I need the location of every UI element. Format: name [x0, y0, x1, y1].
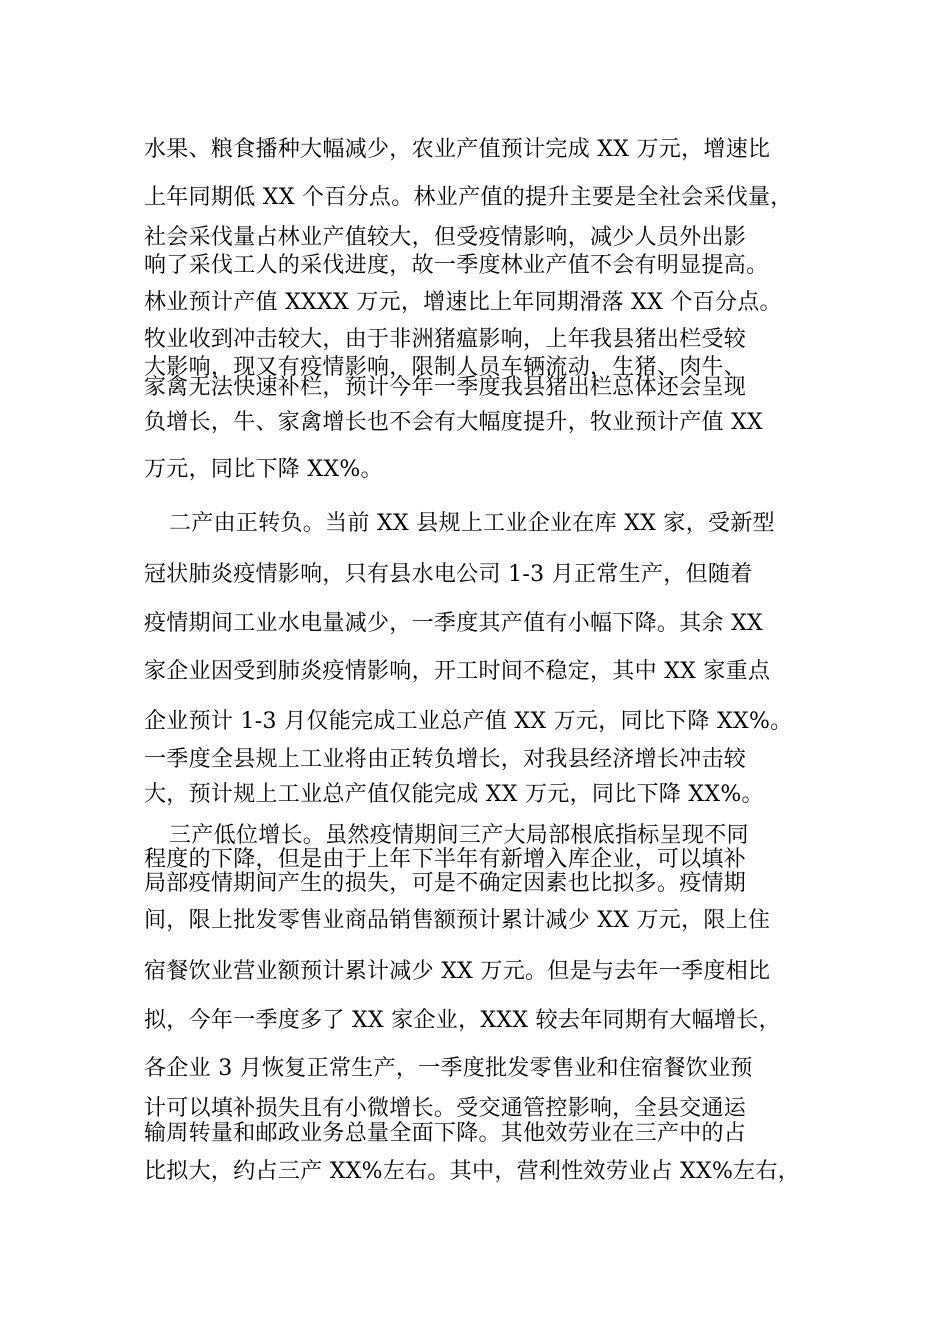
paragraph-start: 三产低位增长。虽然疫情期间三产大局部根底指标呈现不同	[169, 823, 749, 848]
text-line: 局部疫情期间产生的损失，可是不确定因素也比拟多。疫情期	[144, 871, 747, 896]
text-line: 负增长，牛、家禽增长也不会有大幅度提升，牧业预计产值 XX	[144, 410, 764, 435]
text-line: 林业预计产值 XXXX 万元，增速比上年同期滑落 XX 个百分点。	[144, 290, 782, 315]
text-line: 响了采伐工人的采伐进度，故一季度林业产值不会有明显提高。	[144, 253, 769, 278]
text-line: 企业预计 1-3 月仅能完成工业总产值 XX 万元，同比下降 XX%。	[144, 709, 793, 734]
paragraph-start: 二产由正转负。当前 XX 县规上工业企业在库 XX 家，受新型	[169, 511, 775, 536]
text-line: 万元，同比下降 XX%。	[144, 457, 383, 482]
text-line: 疫情期间工业水电量减少，一季度其产值有小幅下降。其余 XX	[144, 611, 764, 636]
text-line: 程度的下降，但是由于上年下半年有新增入库企业，可以填补	[144, 847, 747, 872]
text-line: 计可以填补损失且有小微增长。受交通管控影响，全县交通运	[144, 1096, 747, 1121]
text-line: 家企业因受到肺炎疫情影响，开工时间不稳定，其中 XX 家重点	[144, 659, 771, 684]
text-line: 间，限上批发零售业商品销售额预计累计减少 XX 万元，限上住	[144, 908, 771, 933]
text-line: 大，预计规上工业总产值仅能完成 XX 万元，同比下降 XX%。	[144, 782, 764, 807]
text-line: 家禽无法快速补栏，预计今年一季度我县猪出栏总体还会呈现	[144, 375, 747, 400]
text-line: 上年同期低 XX 个百分点。林业产值的提升主要是全社会采伐量，	[144, 185, 793, 210]
text-line: 比拟大，约占三产 XX%左右。其中，营利性效劳业占 XX%左右，	[144, 1159, 801, 1184]
text-line: 冠状肺炎疫情影响，只有县水电公司 1-3 月正常生产，但随着	[144, 562, 753, 587]
text-line: 大影响，现又有疫情影响，限制人员车辆流动，生猪、肉牛、	[144, 355, 747, 380]
text-line: 一季度全县规上工业将由正转负增长，对我县经济增长冲击较	[144, 747, 747, 772]
text-line: 拟，今年一季度多了 XX 家企业，XXX 较去年同期有大幅增长，	[144, 1008, 781, 1033]
text-line: 水果、粮食播种大幅减少，农业产值预计完成 XX 万元，增速比	[144, 137, 771, 162]
text-line: 各企业 3 月恢复正常生产，一季度批发零售业和住宿餐饮业预	[144, 1056, 753, 1081]
text-line: 宿餐饮业营业额预计累计减少 XX 万元。但是与去年一季度相比	[144, 959, 771, 984]
text-line: 社会采伐量占林业产值较大，但受疫情影响，减少人员外出影	[144, 225, 747, 250]
text-line: 牧业收到冲击较大，由于非洲猪瘟影响，上年我县猪出栏受较	[144, 327, 747, 352]
text-line: 输周转量和邮政业务总量全面下降。其他效劳业在三产中的占	[144, 1121, 747, 1146]
